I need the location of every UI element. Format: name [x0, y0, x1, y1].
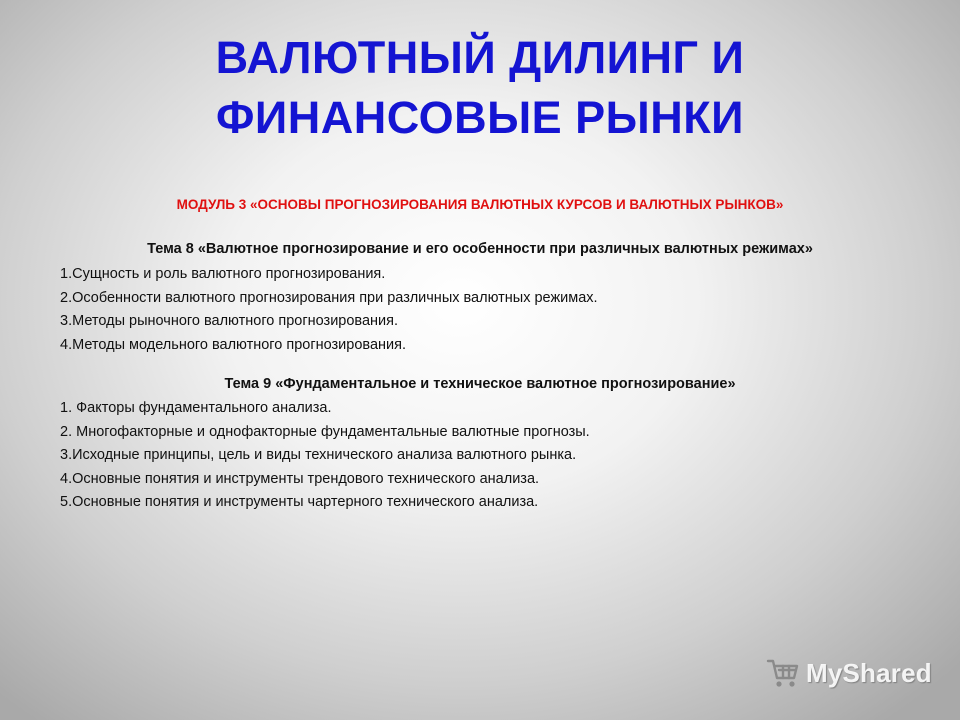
list-item: 1.Сущность и роль валютного прогнозирования.: [60, 266, 386, 282]
cart-icon: [766, 657, 800, 689]
list-item: 3.Исходные принципы, цель и виды технического анализа валютного рынка.: [60, 447, 577, 463]
list-item: 5.Основные понятия и инструменты чартерного технического анализа.: [60, 494, 539, 510]
list-item: 4.Методы модельного валютного прогнозирования.: [60, 336, 407, 353]
topic-9-heading: Тема 9 «Фундаментальное и техническое валютное прогнозирование»: [224, 376, 736, 392]
watermark-text: MyShared: [806, 657, 932, 688]
watermark-logo[interactable]: [766, 656, 932, 690]
list-item: 4.Основные понятия и инструменты трендового технического анализа.: [60, 470, 540, 487]
topic-8-list: [60, 263, 920, 357]
slide-title: [0, 28, 960, 148]
topic-8-heading: Тема 8 «Валютное прогнозирование и его особенности при различных валютных режимах»: [147, 241, 813, 257]
list-item: 1. Факторы фундаментального анализа.: [60, 400, 332, 416]
list-item: 3.Методы рыночного валютного прогнозирования.: [60, 313, 399, 329]
list-item: 2.Особенности валютного прогнозирования при различных валютных режимах.: [60, 289, 598, 306]
slide-title-line-1: ВАЛЮТНЫЙ ДИЛИНГ И: [215, 32, 745, 83]
module-heading: МОДУЛЬ 3 «ОСНОВЫ ПРОГНОЗИРОВАНИЯ ВАЛЮТНЫХ КУРСОВ И ВАЛЮТНЫХ РЫНКОВ»: [176, 197, 784, 212]
slide-title-line-2: ФИНАНСОВЫЕ РЫНКИ: [215, 92, 745, 143]
topic-9-list: [60, 397, 920, 515]
list-item: 2. Многофакторные и однофакторные фундаментальные валютные прогнозы.: [60, 423, 590, 440]
